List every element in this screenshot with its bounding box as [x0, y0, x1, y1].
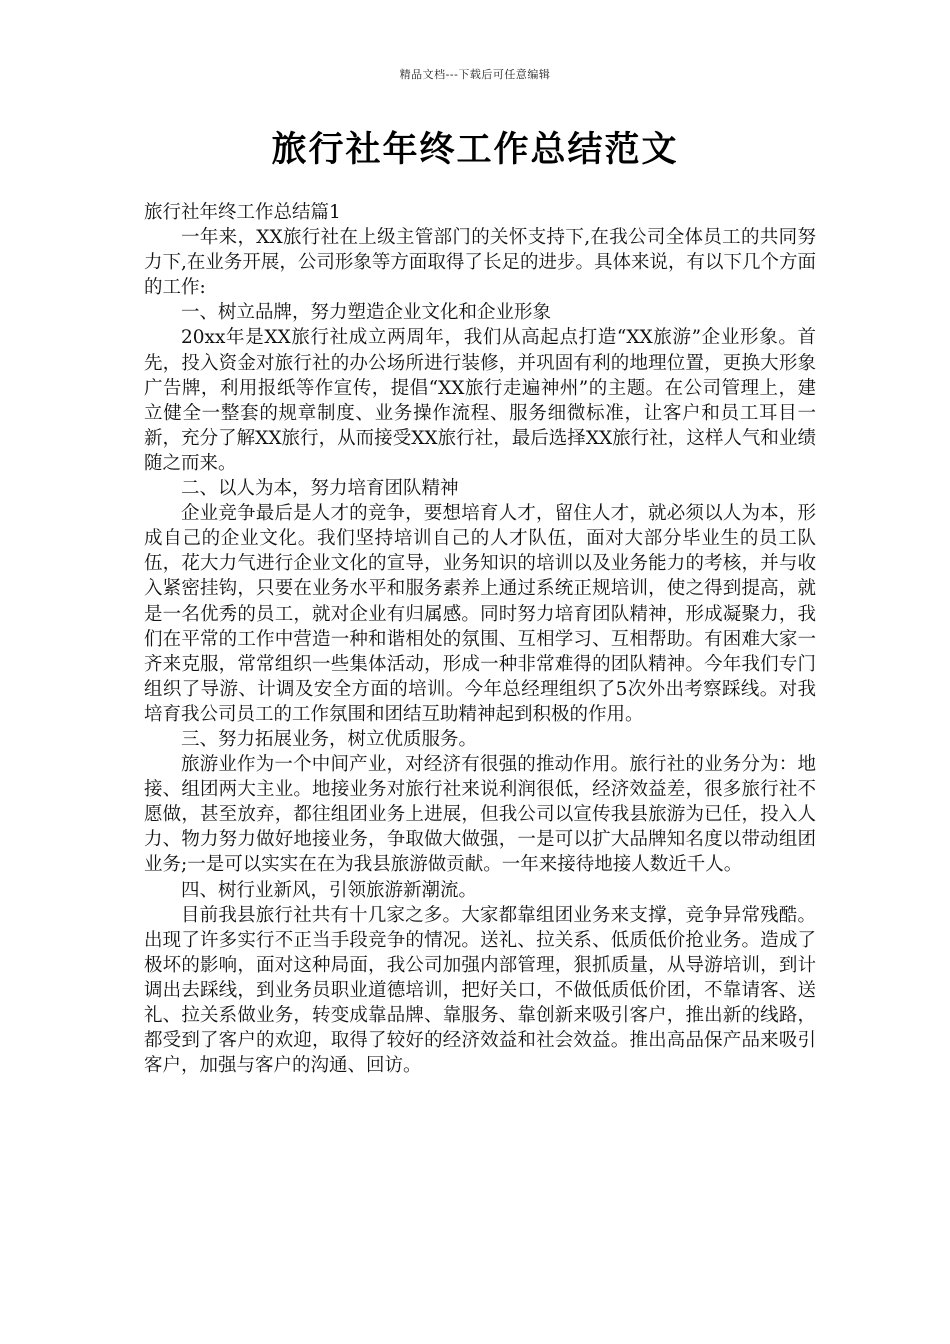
paragraph-business: 旅游业作为一个中间产业，对经济有很强的推动作用。旅行社的业务分为：地接、组团两大主业。地接业务对旅行社来说利润很低，经济效益差，很多旅行社不愿做，甚至放弃，都往组团业务上进展，但我公司以宣传我县旅游为已任，投入人力、物力努力做好地接业务，争取做大做强，一是可以扩大品牌知名度以带动组团业务;一是可以实实在在为我县旅游做贡献。一年来接待地接人数近千人。	[144, 754, 816, 876]
heading-brand: 一、树立品牌，努力塑造企业文化和企业形象	[181, 302, 552, 324]
paragraph-brand: 20xx年是XX旅行社成立两周年，我们从高起点打造“XX旅游”企业形象。首先，投入资金对旅行社的办公场所进行装修，并巩固有利的地理位置，更换大形象广告牌，利用报纸等作宣传，提倡“XX旅行走遍神州”的主题。在公司管理上，建立健全一整套的规章制度、业务操作流程、服务细微标准，让客户和员工耳目一新，充分了解XX旅行，从而接受XX旅行社，最后选择XX旅行社，这样人气和业绩随之而来。	[144, 327, 816, 474]
header-note: 精品文档---下载后可任意编辑	[399, 68, 551, 81]
paragraph-team: 企业竞争最后是人才的竞争，要想培育人才，留住人才，就必须以人为本，形成自己的企业文化。我们坚持培训自己的人才队伍，面对大部分毕业生的员工队伍，花大力气进行企业文化的宣导，业务知识的培训以及业务能力的考核，并与收入紧密挂钩，只要在业务水平和服务素养上通过系统正规培训，使之得到提高，就是一名优秀的员工，就对企业有归属感。同时努力培育团队精神，形成凝聚力，我们在平常的工作中营造一种和谐相处的氛围、互相学习、互相帮助。有困难大家一齐来克服，常常组织一些集体活动，形成一种非常难得的团队精神。今年我们专门组织了导游、计调及安全方面的培训。今年总经理组织了5次外出考察踩线。对我培育我公司员工的工作氛围和团结互助精神起到积极的作用。	[144, 503, 816, 725]
paragraph-trend: 目前我县旅行社共有十几家之多。大家都靠组团业务来支撑，竞争异常残酷。出现了许多实行不正当手段竞争的情况。送礼、拉关系、低质低价抢业务。造成了极坏的影响，面对这种局面，我公司加强内部管理，狠抓质量，从导游培训，到计调出去踩线，到业务员职业道德培训，把好关口，不做低质低价团，不靠请客、送礼、拉关系做业务，转变成靠品牌、靠服务、靠创新来吸引客户，推出新的线路，都受到了客户的欢迎，取得了较好的经济效益和社会效益。推出高品保产品来吸引客户，加强与客户的沟通、回访。	[144, 904, 816, 1077]
heading-business: 三、努力拓展业务，树立优质服务。	[181, 728, 478, 750]
document-body	[144, 200, 816, 1078]
paragraph-intro: 一年来，XX旅行社在上级主管部门的关怀支持下,在我公司全体员工的共同努力下,在业务开展，公司形象等方面取得了长足的进步。具体来说，有以下几个方面的工作:	[144, 227, 816, 299]
section-title: 旅行社年终工作总结篇1	[144, 202, 341, 223]
document-title: 旅行社年终工作总结范文	[271, 129, 679, 170]
heading-trend: 四、树行业新风，引领旅游新潮流。	[181, 879, 478, 901]
heading-team: 二、以人为本，努力培育团队精神	[181, 478, 459, 500]
